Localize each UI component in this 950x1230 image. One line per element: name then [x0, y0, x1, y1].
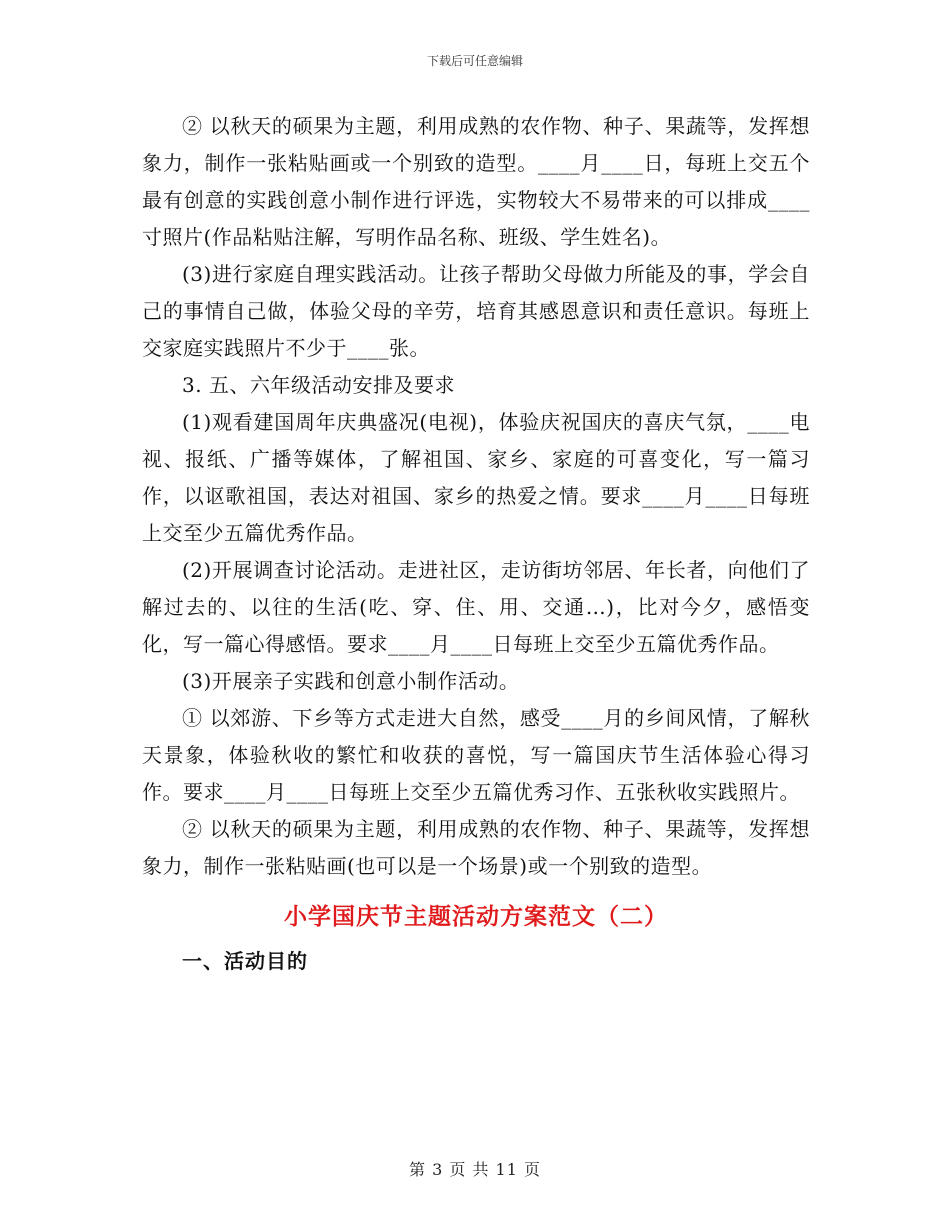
- header-note: 下载后可任意编辑: [426, 54, 523, 68]
- paragraph-parent-child: (3)开展亲子实践和创意小制作活动。: [182, 669, 520, 693]
- paragraph-grade-5-6-heading: 3. 五、六年级活动安排及要求: [182, 373, 455, 397]
- section-heading: 一、活动目的: [182, 949, 308, 973]
- paragraph-community-survey: (2)开展调查讨论活动。走进社区，走访街坊邻居、年长者，向他们了解过去的、以往的生活(吃、穿、住、用、交通…)，比对今夕，感悟变化，写一篇心得感悟。要求____月____日每班上交至少五篇优秀作品。: [142, 558, 810, 656]
- section-title: 小学国庆节主题活动方案范文（二）: [284, 903, 668, 930]
- paragraph-collage-1: ② 以秋天的硕果为主题，利用成熟的农作物、种子、果蔬等，发挥想象力，制作一张粘贴画或一个别致的造型。____月____日，每班上交五个最有创意的实践创意小制作进行评选，实物较大不易带来的可以排成____寸照片(作品粘贴注解，写明作品名称、班级、学生姓名)。: [142, 114, 810, 249]
- paragraph-watch-celebration: (1)观看建国周年庆典盛况(电视)，体验庆祝国庆的喜庆气氛，____电视、报纸、广播等媒体，了解祖国、家乡、家庭的可喜变化，写一篇习作，以讴歌祖国，表达对祖国、家乡的热爱之情。要求____月____日每班上交至少五篇优秀作品。: [142, 410, 810, 545]
- document-body: [142, 108, 810, 983]
- paragraph-outing: ① 以郊游、下乡等方式走进大自然，感受____月的乡间风情，了解秋天景象，体验秋收的繁忙和收获的喜悦，写一篇国庆节生活体验心得习作。要求____月____日每班上交至少五篇优秀习作、五张秋收实践照片。: [142, 706, 810, 804]
- paragraph-collage-2: ② 以秋天的硕果为主题，利用成熟的农作物、种子、果蔬等，发挥想象力，制作一张粘贴画(也可以是一个场景)或一个别致的造型。: [142, 817, 810, 878]
- paragraph-home-practice: (3)进行家庭自理实践活动。让孩子帮助父母做力所能及的事，学会自己的事情自己做，体验父母的辛劳，培育其感恩意识和责任意识。每班上交家庭实践照片不少于____张。: [142, 262, 810, 360]
- page-number: 第 3 页 共 11 页: [409, 1160, 541, 1179]
